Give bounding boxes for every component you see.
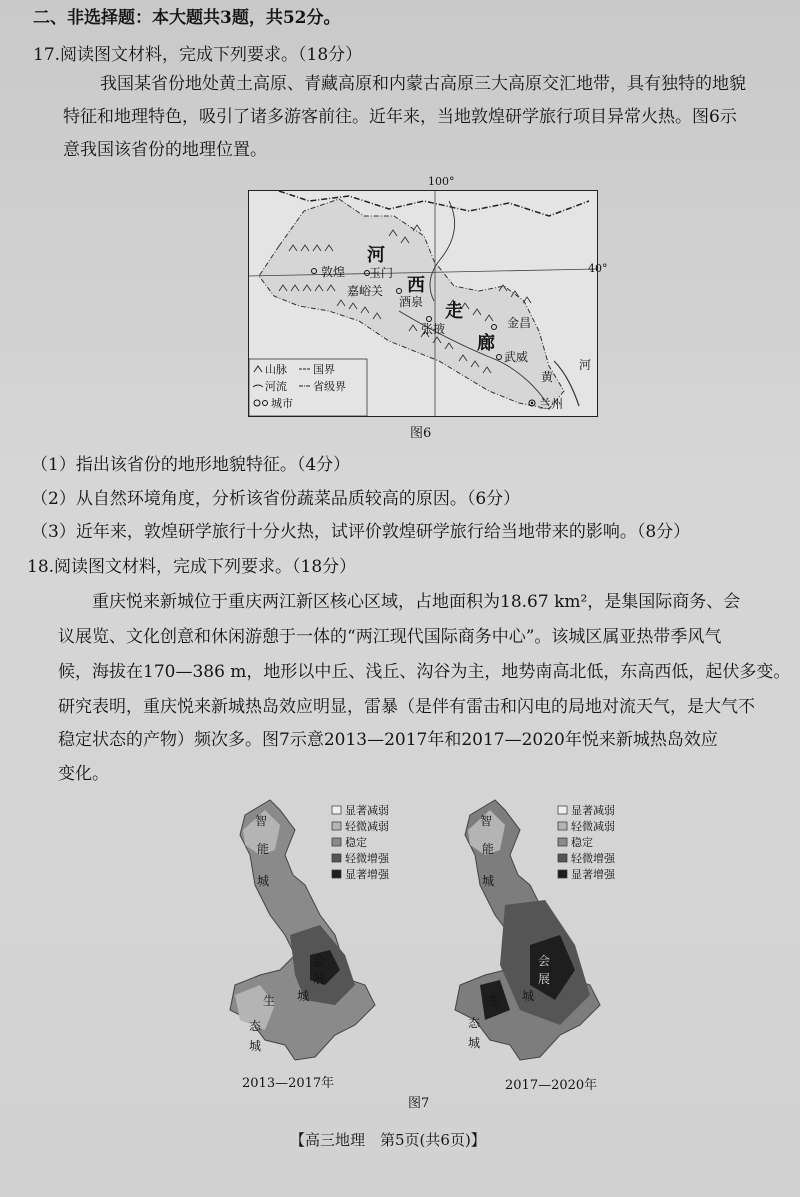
right-label-sheng: 生 (488, 994, 501, 1008)
legend-swatch-left-3 (332, 854, 341, 862)
figure-7-legend-right (556, 803, 636, 885)
figure-6-map (248, 190, 598, 417)
label-lat: 40° (588, 262, 608, 275)
legend-label-left-2: 稳定 (345, 836, 367, 849)
label-lang: 廊 (477, 333, 495, 354)
left-label-hui: 会 (313, 954, 326, 968)
right-label-neng: 能 (482, 842, 495, 856)
label-huang: 黄 (541, 370, 554, 384)
q18-para-line-4: 研究表明，重庆悦来新城热岛效应明显，雷暴（是伴有雷击和闪电的局地对流天气，是大气不 (58, 697, 755, 717)
city-lanzhou: 兰州 (539, 397, 564, 411)
right-label-cheng2: 城 (522, 989, 535, 1003)
left-label-neng: 能 (257, 842, 270, 856)
left-label-zhi: 智 (255, 814, 268, 828)
legend-swatch-right-0 (558, 806, 567, 814)
city-dot-lanzhou-center (531, 402, 533, 404)
right-label-zhi: 智 (480, 814, 493, 828)
label-he2: 河 (579, 358, 592, 372)
legend-national: 国界 (313, 363, 335, 376)
q18-para-line-5: 稳定状态的产物）频次多。图7示意2013—2017年和2017—2020年悦来新城热岛效应 (58, 730, 718, 750)
right-label-tai: 态 (468, 1016, 481, 1030)
city-jinchang: 金昌 (507, 316, 532, 330)
right-label-cheng3: 城 (468, 1036, 481, 1050)
right-label-zhan: 展 (538, 972, 551, 986)
legend-label-left-1: 轻微减弱 (345, 820, 389, 833)
city-jiuquan: 酒泉 (399, 295, 424, 309)
q17-sub-2: （2）从自然环境角度，分析该省份蔬菜品质较高的原因。（6分） (31, 489, 521, 509)
legend-label-left-4: 显著增强 (345, 868, 389, 881)
legend-label-right-2: 稳定 (571, 836, 593, 849)
legend-river: 河流 (265, 380, 287, 393)
legend-city: 城市 (271, 397, 293, 410)
city-jiayuguan: 嘉峪关 (347, 284, 384, 298)
q17-sub-1: （1）指出该省份的地形地貌特征。（4分） (31, 455, 351, 475)
legend-label-right-3: 轻微增强 (571, 852, 615, 865)
right-label-hui: 会 (538, 954, 551, 968)
legend-label-right-0: 显著减弱 (571, 804, 615, 817)
legend-mountain: 山脉 (265, 363, 287, 376)
left-label-cheng3: 城 (249, 1039, 262, 1053)
q18-para-line-2: 议展览、文化创意和休闲游憩于一体的“两江现代国际商务中心”。该城区属亚热带季风气 (58, 627, 722, 647)
legend-label-right-4: 显著增强 (571, 868, 615, 881)
legend-swatch-left-2 (332, 838, 341, 846)
label-xi: 西 (407, 275, 425, 296)
legend-label-left-3: 轻微增强 (345, 852, 389, 865)
q18-para-line-3: 候，海拔在170—386 m，地形以中丘、浅丘、沟谷为主，地势南高北低，东高西低，起伏多变。 (58, 662, 791, 682)
q17-para-line-1: 我国某省份地处黄土高原、青藏高原和内蒙古高原三大高原交汇地带，具有独特的地貌 (100, 74, 746, 94)
left-label-sheng: 生 (263, 994, 276, 1008)
label-lon: 100° (428, 175, 455, 188)
legend-province: 省级界 (313, 380, 346, 393)
legend-swatch-left-1 (332, 822, 341, 830)
label-zou: 走 (445, 301, 463, 322)
legend-swatch-right-4 (558, 870, 567, 878)
q17-title: 17.阅读图文材料，完成下列要求。（18分） (33, 45, 363, 65)
legend-swatch-left-4 (332, 870, 341, 878)
legend-swatch-right-3 (558, 854, 567, 862)
city-zhangye: 张掖 (421, 322, 446, 336)
legend-swatch-left-0 (332, 806, 341, 814)
q17-para-line-2: 特征和地理特色，吸引了诸多游客前往。近年来，当地敦煌研学旅行项目异常火热。图6示 (63, 107, 737, 127)
figure-6-svg (249, 191, 597, 416)
city-dunhuang: 敦煌 (321, 265, 346, 279)
right-label-cheng: 城 (482, 874, 495, 888)
left-label-cheng: 城 (257, 874, 270, 888)
legend-swatch-right-2 (558, 838, 567, 846)
label-he: 河 (367, 245, 385, 266)
figure-7-caption: 图7 (408, 1096, 430, 1111)
city-wuwei: 武威 (504, 350, 529, 364)
legend-label-left-0: 显著减弱 (345, 804, 389, 817)
legend-swatch-right-1 (558, 822, 567, 830)
figure-7-period-right: 2017—2020年 (505, 1078, 598, 1093)
figure-6-caption: 图6 (410, 426, 432, 441)
city-yumen: 玉门 (369, 266, 394, 280)
q17-para-line-3: 意我国该省份的地理位置。 (63, 140, 267, 160)
q18-para-line-1: 重庆悦来新城位于重庆两江新区核心区域，占地面积为18.67 km²，是集国际商务、会 (92, 592, 741, 612)
left-label-tai: 态 (249, 1019, 262, 1033)
legend-label-right-1: 轻微减弱 (571, 820, 615, 833)
q18-para-line-6: 变化。 (58, 764, 109, 784)
q17-sub-3: （3）近年来，敦煌研学旅行十分火热，试评价敦煌研学旅行给当地带来的影响。（8分） (31, 522, 691, 542)
q18-title: 18.阅读图文材料，完成下列要求。（18分） (27, 557, 357, 577)
figure-7-period-left: 2013—2017年 (242, 1076, 335, 1091)
figure-7-legend-left (330, 803, 410, 885)
section-heading: 二、非选择题：本大题共3题，共52分。 (33, 8, 341, 28)
left-label-zhan: 展 (313, 972, 326, 986)
page-footer: 【高三地理 第5页(共6页)】 (290, 1131, 486, 1149)
left-label-cheng2: 城 (297, 989, 310, 1003)
